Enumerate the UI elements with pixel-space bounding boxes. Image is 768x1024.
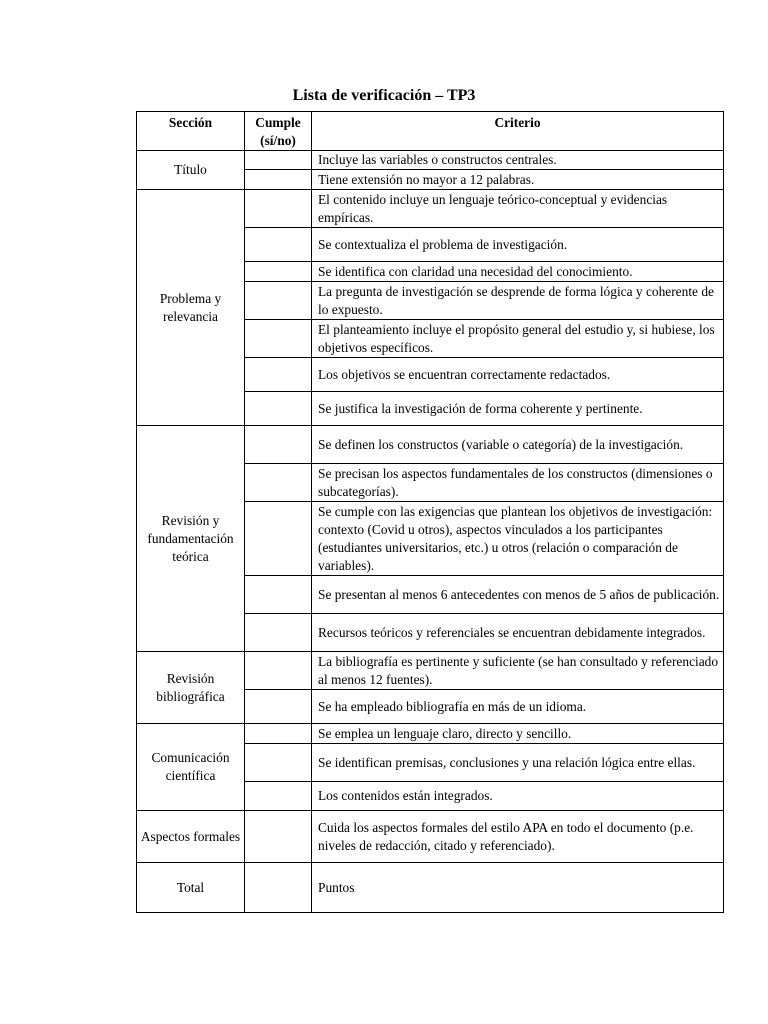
criterion-cell: Tiene extensión no mayor a 12 palabras. <box>312 170 724 190</box>
table-row <box>137 652 724 690</box>
table-row <box>137 811 724 863</box>
section-revision-bibliografica: Revisión bibliográfica <box>137 652 245 724</box>
criterion-cell: Los objetivos se encuentran correctamente redactados. <box>312 358 724 392</box>
section-total: Total <box>137 863 245 913</box>
cumple-cell[interactable] <box>245 614 312 652</box>
criterion-cell: Se emplea un lenguaje claro, directo y sencillo. <box>312 724 724 744</box>
cumple-cell[interactable] <box>245 392 312 426</box>
section-problema: Problema y relevancia <box>137 190 245 426</box>
cumple-cell[interactable] <box>245 282 312 320</box>
criterion-cell: Se cumple con las exigencias que plantean los objetivos de investigación: contexto (Covid u otros), aspectos vinculados a los participantes (estudiantes universitarios, etc.) u otros (relación o comparación de variables). <box>312 502 724 576</box>
section-aspectos-formales: Aspectos formales <box>137 811 245 863</box>
criterion-cell: Se definen los constructos (variable o categoría) de la investigación. <box>312 426 724 464</box>
criterion-cell: Incluye las variables o constructos centrales. <box>312 151 724 170</box>
header-row <box>137 112 724 151</box>
cumple-cell[interactable] <box>245 320 312 358</box>
criterion-cell: Se identifica con claridad una necesidad del conocimiento. <box>312 262 724 282</box>
criterion-cell: Puntos <box>312 863 724 913</box>
cumple-cell[interactable] <box>245 502 312 576</box>
cumple-cell[interactable] <box>245 863 312 913</box>
criterion-cell: La pregunta de investigación se desprende de forma lógica y coherente de lo expuesto. <box>312 282 724 320</box>
cumple-cell[interactable] <box>245 744 312 782</box>
section-comunicacion: Comunicación científica <box>137 724 245 811</box>
table-row <box>137 426 724 464</box>
table-row <box>137 863 724 913</box>
cumple-cell[interactable] <box>245 576 312 614</box>
criterion-cell: Se contextualiza el problema de investigación. <box>312 228 724 262</box>
document-title: Lista de verificación – TP3 <box>292 87 476 104</box>
cumple-cell[interactable] <box>245 190 312 228</box>
checklist-table <box>136 111 724 913</box>
table-row <box>137 724 724 744</box>
criterion-cell: El contenido incluye un lenguaje teórico-conceptual y evidencias empíricas. <box>312 190 724 228</box>
header-criterio: Criterio <box>312 112 724 151</box>
cumple-cell[interactable] <box>245 151 312 170</box>
cumple-cell[interactable] <box>245 724 312 744</box>
cumple-cell[interactable] <box>245 228 312 262</box>
criterion-cell: Se identifican premisas, conclusiones y una relación lógica entre ellas. <box>312 744 724 782</box>
header-seccion: Sección <box>137 112 245 151</box>
criterion-cell: La bibliografía es pertinente y suficiente (se han consultado y referenciado al menos 12 fuentes). <box>312 652 724 690</box>
table-row <box>137 190 724 228</box>
table-row <box>137 151 724 170</box>
criterion-cell: El planteamiento incluye el propósito general del estudio y, si hubiese, los objetivos específicos. <box>312 320 724 358</box>
criterion-cell: Recursos teóricos y referenciales se encuentran debidamente integrados. <box>312 614 724 652</box>
cumple-cell[interactable] <box>245 170 312 190</box>
criterion-cell: Se ha empleado bibliografía en más de un idioma. <box>312 690 724 724</box>
cumple-cell[interactable] <box>245 652 312 690</box>
header-cumple: Cumple (sí/no) <box>245 112 312 151</box>
criterion-cell: Se justifica la investigación de forma coherente y pertinente. <box>312 392 724 426</box>
section-titulo: Título <box>137 151 245 190</box>
cumple-cell[interactable] <box>245 426 312 464</box>
criterion-cell: Se precisan los aspectos fundamentales de los constructos (dimensiones o subcategorías). <box>312 464 724 502</box>
cumple-cell[interactable] <box>245 464 312 502</box>
cumple-cell[interactable] <box>245 262 312 282</box>
cumple-cell[interactable] <box>245 811 312 863</box>
cumple-cell[interactable] <box>245 690 312 724</box>
cumple-cell[interactable] <box>245 782 312 811</box>
cumple-cell[interactable] <box>245 358 312 392</box>
criterion-cell: Se presentan al menos 6 antecedentes con menos de 5 años de publicación. <box>312 576 724 614</box>
section-revision-fundamentacion: Revisión y fundamentación teórica <box>137 426 245 652</box>
criterion-cell: Cuida los aspectos formales del estilo APA en todo el documento (p.e. niveles de redacción, citado y referenciado). <box>312 811 724 863</box>
criterion-cell: Los contenidos están integrados. <box>312 782 724 811</box>
